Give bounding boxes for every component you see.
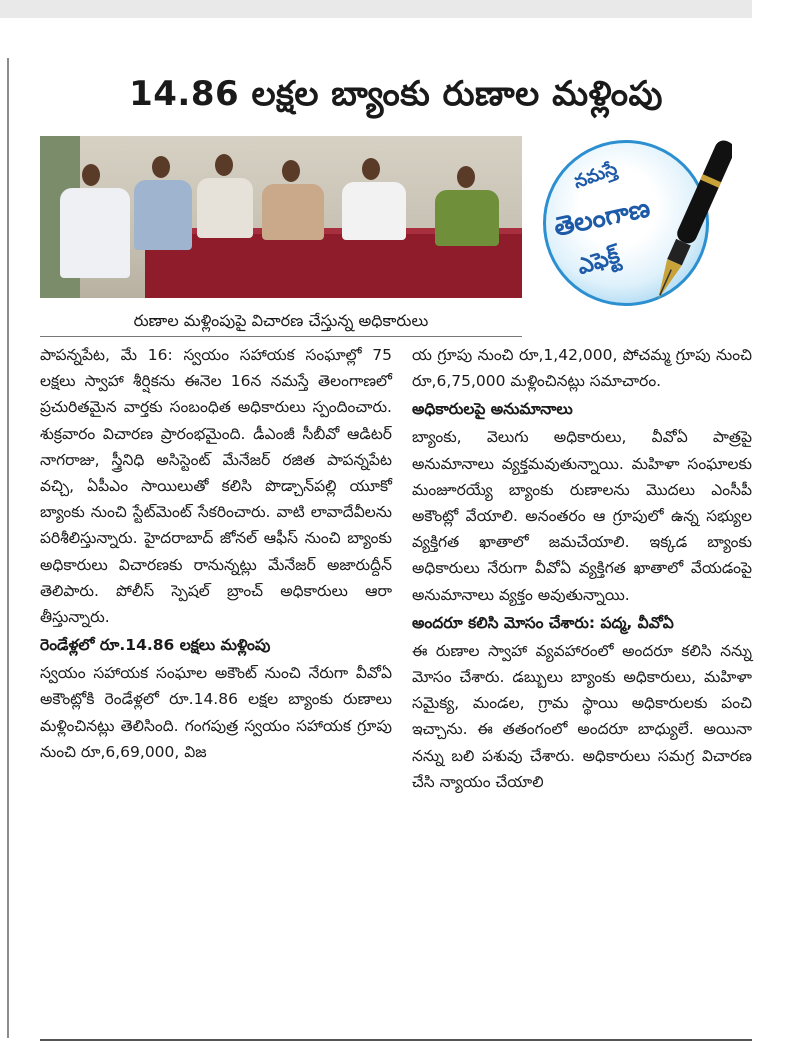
badge-line-3: ఎఫెక్ట్: [574, 243, 623, 281]
bottom-rule: [40, 1039, 752, 1041]
photo-caption: రుణాల మళ్లింపుపై విచారణ చేస్తున్న అధికారులు: [40, 306, 522, 337]
paragraph-diversion: స్వయం సహాయక సంఘాల అకౌంట్ నుంచి నేరుగా వీవోఏ అకౌంట్లోకి రెండేళ్లలో రూ.14.86 లక్షల బ్యాంకు రుణాలు మళ్లించినట్లు తెలిసింది. గంగపుత్ర స్వయం సహాయక గ్రూపు నుంచి రూ,6,69,000, విజ: [40, 664, 392, 761]
paragraph-quote: ఈ రుణాల స్వాహా వ్యవహారంలో అందరూ కలిసి నన్ను మోసం చేశారు. డబ్బులు బ్యాంకు అధికారులు, మహిళా సమైక్య, మండల, గ్రామ స్థాయి అధికారులకు పంచి ఇచ్చాను. ఈ తతంగంలో అందరూ బాధ్యులే. అయినా నన్ను బలి పశువు చేశారు. అధికారులు సమగ్ర విచారణ చేసి న్యాయం చేయాలి: [412, 641, 752, 791]
article-column-2: [412, 342, 752, 795]
paragraph-continued: య గ్రూపు నుంచి రూ,1,42,000, పోచమ్మ గ్రూపు నుంచి రూ,6,75,000 మళ్లించినట్లు సమాచారం.: [412, 346, 752, 391]
subheading-diversion: రెండేళ్లలో రూ.14.86 లక్షలు మళ్లింపు: [40, 636, 271, 655]
headline: 14.86 లక్షల బ్యాంకు రుణాల మళ్లింపు: [129, 74, 663, 114]
subheading-suspicions: అధికారులపై అనుమానాలు: [412, 400, 573, 419]
column-rule: [7, 58, 9, 1038]
fountain-pen-icon: [652, 128, 732, 318]
subheading-quote: అందరూ కలిసి మోసం చేశారు: పద్మ, వీవోఏ: [412, 613, 674, 632]
paragraph-dateline: పాపన్నపేట, మే 16: స్వయం సహాయక సంఘాల్లో 75 లక్షలు స్వాహా శీర్షికను ఈనెల 16న నమస్తే తెలంగాణలో ప్రచురితమైన వార్తకు సంబంధిత అధికారులు స్పందించారు. శుక్రవారం విచారణ ప్రారంభమైంది. డీఎంజీ సీబీవో ఆడిటర్ నాగరాజు, స్త్రీనిధి అసిస్టెంట్ మేనేజర్ రజిత పాపన్నపేట వచ్చి, ఏపీఎం సాయిలుతో కలిసి పొడ్చాన్‌పల్లి యూకో బ్యాంకు నుంచి స్టేట్‌మెంట్ సేకరించారు. వాటి లావాదేవీలను పరిశీలిస్తున్నారు. హైదరాబాద్ జోనల్ ఆఫీస్ నుంచి బ్యాంకు అధికారులు విచారణకు రానున్నట్లు మేనేజర్ అజారుద్దీన్ తెలిపారు. పోలీస్ స్పెషల్ బ్రాంచ్ అధికారులు ఆరా తీస్తున్నారు.: [40, 346, 392, 627]
news-photo: [40, 136, 522, 298]
badge-line-1: నమస్తే: [571, 158, 620, 194]
top-band: [0, 0, 752, 18]
badge-line-2: తెలంగాణ: [551, 193, 653, 243]
paragraph-suspicions: బ్యాంకు, వెలుగు అధికారులు, వీవోఏ పాత్రపై అనుమానాలు వ్యక్తమవుతున్నాయి. మహిళా సంఘాలకు మంజూరయ్యే బ్యాంకు రుణాలను మొదలు ఎంసీపీ అకౌంట్లో వేయాలి. అనంతరం ఆ గ్రూపులో ఉన్న సభ్యుల వ్యక్తిగత ఖాతాలో జమచేయాలి. ఇక్కడ బ్యాంకు అధికారులు నేరుగా వీవోఏ వ్యక్తిగత ఖాతాలో వేయడంపై అనుమానాలు వ్యక్తం అవుతున్నాయి.: [412, 428, 752, 604]
article-column-1: [40, 342, 392, 765]
